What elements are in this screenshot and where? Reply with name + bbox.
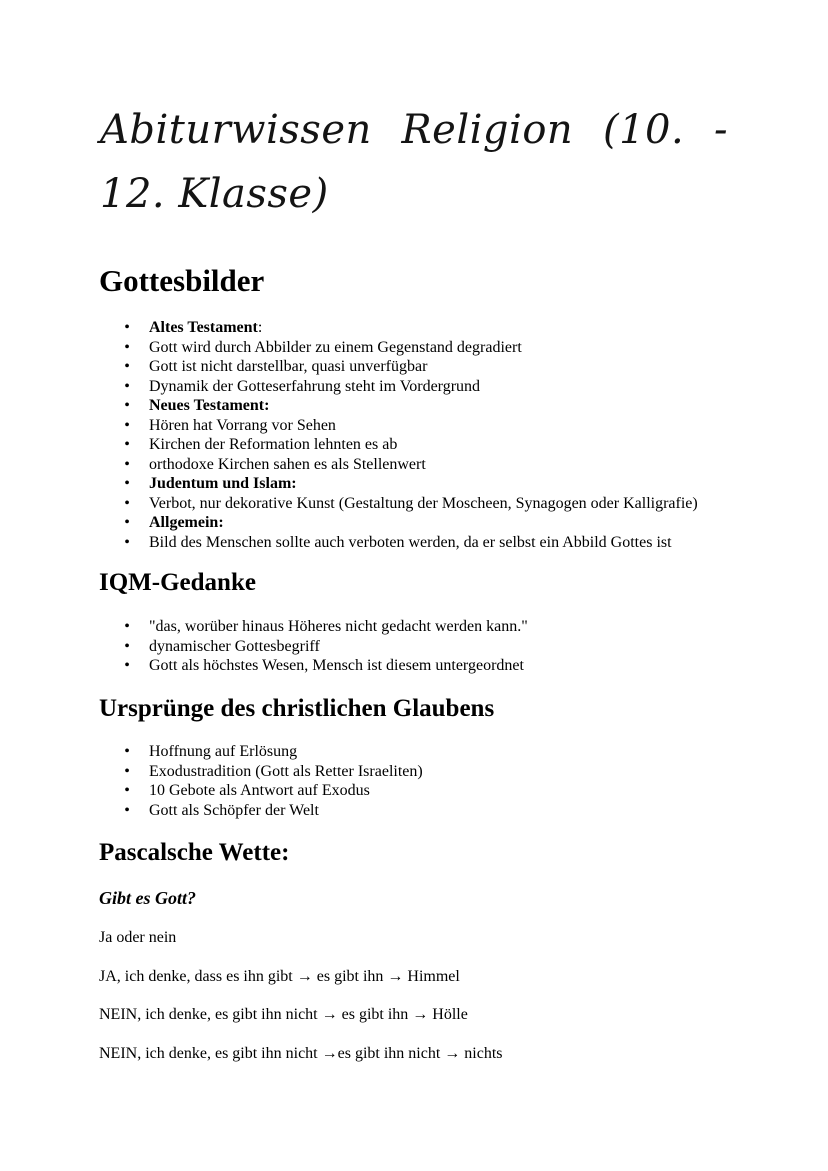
list-item (122, 338, 698, 358)
bullet-icon: • (124, 514, 130, 531)
bullet-icon: • (124, 377, 130, 395)
paragraph: NEIN, ich denke, es gibt ihn nicht → es gibt ihn → Hölle (99, 1006, 468, 1023)
paragraph: NEIN, ich denke, es gibt ihn nicht →es gibt ihn nicht → nichts (99, 1045, 503, 1062)
heading-iqm-gedanke: IQM-Gedanke (99, 569, 256, 596)
list-item (122, 474, 698, 494)
list-item (122, 318, 698, 338)
list-item-text: Gott wird durch Abbilder zu einem Gegenstand degradiert (149, 338, 522, 356)
list-item (122, 494, 698, 514)
bullet-icon: • (124, 533, 130, 551)
bullet-icon: • (124, 358, 130, 375)
bullet-icon: • (124, 743, 130, 760)
list-item-text: dynamischer Gottesbegriff (149, 637, 320, 655)
list-item-text: Hoffnung auf Erlösung (149, 743, 298, 760)
heading-urspruenge: Ursprünge des christlichen Glaubens (99, 695, 495, 722)
list-item-text: Allgemein: (149, 514, 224, 531)
list-item (122, 781, 423, 801)
list-item (122, 617, 528, 637)
bullet-icon: • (124, 637, 130, 655)
bullet-icon: • (124, 319, 130, 336)
bullet-icon: • (124, 618, 130, 635)
list-item-text: Kirchen der Reformation lehnten es ab (149, 436, 398, 453)
bullet-icon: • (124, 494, 130, 512)
list-gottesbilder (122, 318, 698, 552)
list-item (122, 377, 698, 397)
list-item (122, 416, 698, 436)
list-item (122, 801, 423, 821)
list-item (122, 533, 698, 553)
list-item-text: 10 Gebote als Antwort auf Exodus (149, 782, 370, 799)
list-item (122, 513, 698, 533)
list-item (122, 435, 698, 455)
list-item-text: Altes Testament (149, 319, 258, 336)
bullet-icon: • (124, 475, 130, 492)
list-item (122, 396, 698, 416)
list-item-text: Bild des Menschen sollte auch verboten werden, da er selbst ein Abbild Gottes ist (149, 533, 672, 551)
bullet-icon: • (124, 455, 130, 473)
list-item-text: Exodustradition (Gott als Retter Israeliten) (149, 762, 423, 780)
bullet-icon: • (124, 338, 130, 356)
bullet-icon: • (124, 397, 130, 414)
subheading-gibt-es-gott: Gibt es Gott? (99, 888, 196, 908)
list-urspruenge (122, 742, 423, 820)
list-item (122, 656, 528, 676)
bullet-icon: • (124, 801, 130, 819)
bullet-icon: • (124, 762, 130, 780)
list-iqm-gedanke (122, 617, 528, 676)
list-item-text: Dynamik der Gotteserfahrung steht im Vordergrund (149, 377, 481, 395)
list-item-text: orthodoxe Kirchen sahen es als Stellenwert (149, 455, 426, 473)
list-item-text: Judentum und Islam: (149, 475, 297, 492)
list-item (122, 637, 528, 657)
list-item-text: Verbot, nur dekorative Kunst (Gestaltung der Moscheen, Synagogen oder Kalligrafie) (149, 494, 698, 512)
bullet-icon: • (124, 416, 130, 434)
list-item-text: "das, worüber hinaus Höheres nicht gedacht werden kann." (149, 618, 528, 635)
list-item (122, 742, 423, 762)
bullet-icon: • (124, 436, 130, 453)
list-item-text: Gott ist nicht darstellbar, quasi unverfügbar (149, 358, 428, 375)
paragraph: JA, ich denke, dass es ihn gibt → es gibt ihn → Himmel (99, 968, 460, 985)
document-title: Abiturwissen Religion (10. - 12. Klasse) (100, 107, 728, 217)
list-item-text: Neues Testament: (149, 397, 270, 414)
list-item (122, 357, 698, 377)
bullet-icon: • (124, 782, 130, 799)
heading-pascalsche-wette: Pascalsche Wette: (99, 839, 290, 866)
heading-gottesbilder: Gottesbilder (99, 263, 265, 298)
list-item-text: Gott als Schöpfer der Welt (149, 801, 319, 819)
list-item (122, 455, 698, 475)
list-item-text: Hören hat Vorrang vor Sehen (149, 416, 336, 434)
list-item-text: Gott als höchstes Wesen, Mensch ist diesem untergeordnet (149, 657, 524, 674)
list-item-suffix: : (257, 319, 263, 336)
paragraph: Ja oder nein (99, 929, 177, 946)
bullet-icon: • (124, 657, 130, 674)
list-item (122, 762, 423, 782)
